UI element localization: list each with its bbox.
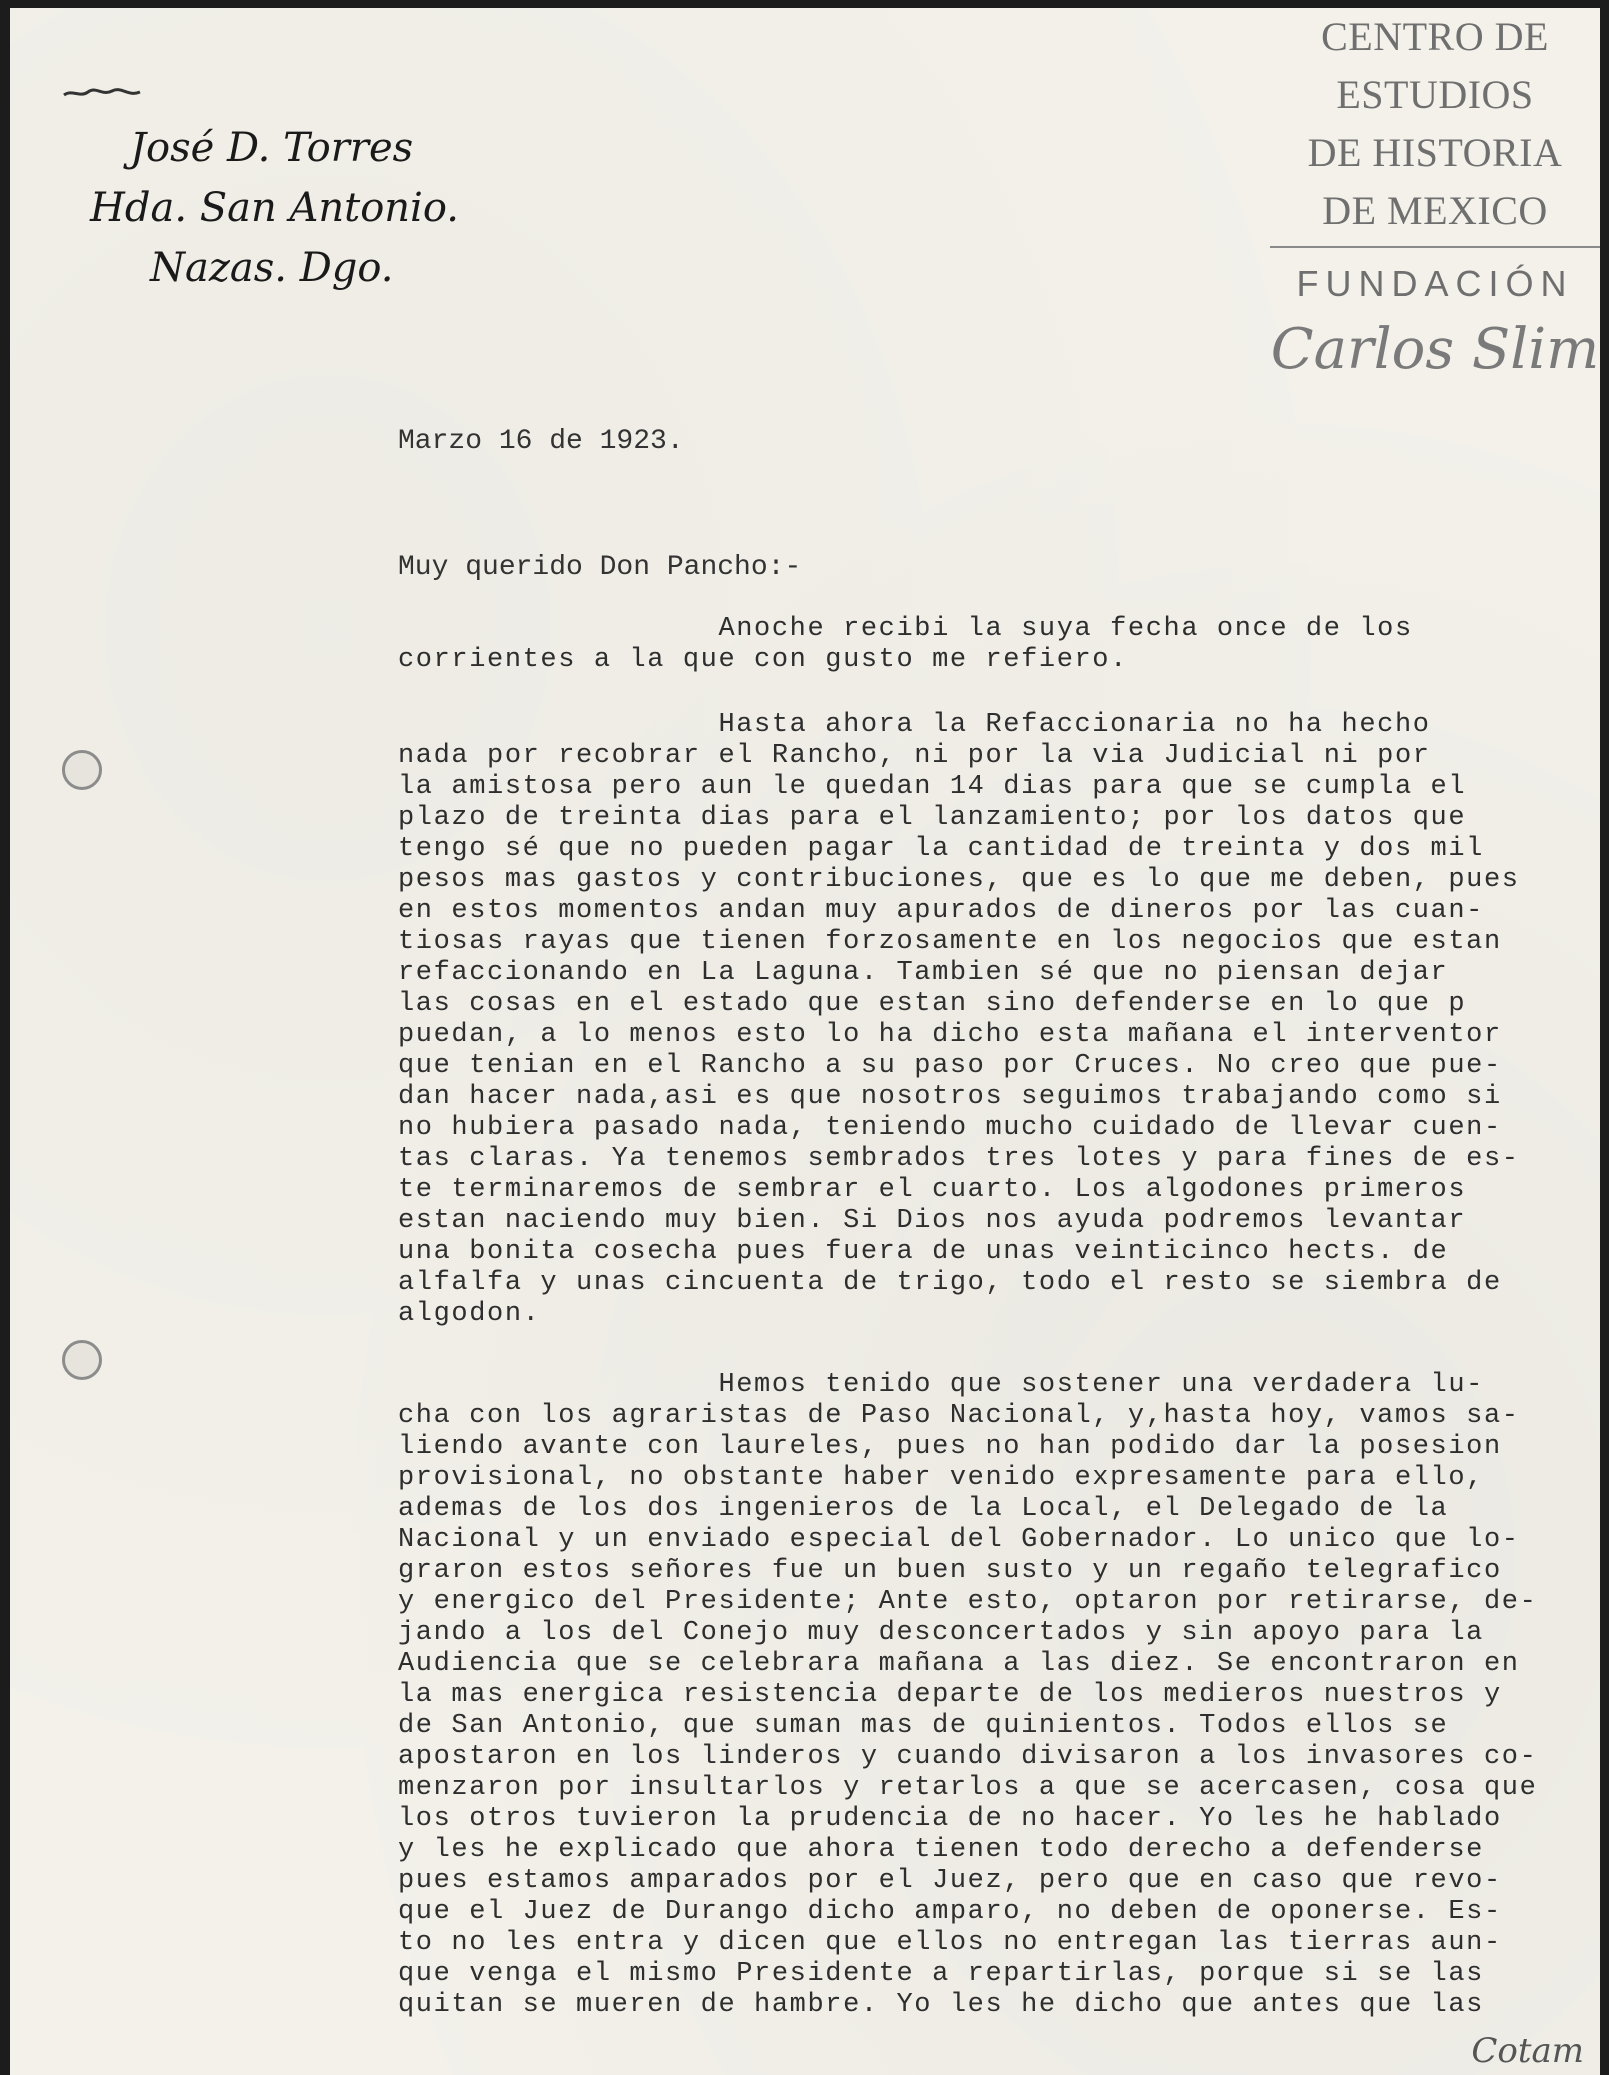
text-line: apostaron en los linderos y cuando divisaron a los invasores co-	[398, 1742, 1538, 1772]
text-line: tiosas rayas que tienen forzosamente en los negocios que estan	[398, 927, 1502, 957]
letter-page	[10, 8, 1600, 2075]
letterhead	[90, 118, 610, 298]
archive-watermark	[1270, 8, 1600, 390]
text-line: liendo avante con laureles, pues no han podido dar la posesion	[398, 1432, 1502, 1462]
punch-hole	[62, 1340, 102, 1380]
text-line: tengo sé que no pueden pagar la cantidad de treinta y dos mil	[398, 834, 1484, 864]
letter-salutation: Muy querido Don Pancho:-	[398, 552, 802, 583]
watermark-divider	[1270, 246, 1600, 248]
paragraph-3	[398, 1370, 1593, 2021]
text-line: no hubiera pasado nada, teniendo mucho cuidado de llevar cuen-	[398, 1113, 1502, 1143]
text-line: nada por recobrar el Rancho, ni por la via Judicial ni por	[398, 741, 1431, 771]
text-line: plazo de treinta dias para el lanzamiento; por los datos que	[398, 803, 1467, 833]
text-line: graron estos señores fue un buen susto y un regaño telegrafico	[398, 1556, 1502, 1586]
letter-date: Marzo 16 de 1923.	[398, 426, 684, 457]
text-line: que el Juez de Durango dicho amparo, no deben de oponerse. Es-	[398, 1897, 1502, 1927]
text-line: que tenian en el Rancho a su paso por Cruces. No creo que pue-	[398, 1051, 1502, 1081]
text-line: Hemos tenido que sostener una verdadera lu-	[398, 1370, 1484, 1400]
text-line: Anoche recibi la suya fecha once de los	[398, 614, 1413, 644]
letterhead-city: Nazas. Dgo.	[150, 245, 394, 291]
text-line: la mas energica resistencia departe de los medieros nuestros y	[398, 1680, 1502, 1710]
text-line: tas claras. Ya tenemos sembrados tres lotes y para fines de es-	[398, 1144, 1520, 1174]
text-line: que venga el mismo Presidente a repartirlas, porque si se las	[398, 1959, 1484, 1989]
text-line: dan hacer nada,asi es que nosotros seguimos trabajando como si	[398, 1082, 1502, 1112]
text-line: y energico del Presidente; Ante esto, optaron por retirarse, de-	[398, 1587, 1538, 1617]
text-line: provisional, no obstante haber venido expresamente para ello,	[398, 1463, 1484, 1493]
watermark-line-4: DE MEXICO	[1322, 188, 1548, 233]
text-line: alfalfa y unas cincuenta de trigo, todo el resto se siembra de	[398, 1268, 1502, 1298]
text-line: los otros tuvieron la prudencia de no hacer. Yo les he hablado	[398, 1804, 1502, 1834]
punch-hole	[62, 750, 102, 790]
text-line: cha con los agraristas de Paso Nacional, y,hasta hoy, vamos sa-	[398, 1401, 1520, 1431]
text-line: ademas de los dos ingenieros de la Local, el Delegado de la	[398, 1494, 1449, 1524]
letterhead-name: José D. Torres	[130, 125, 414, 171]
text-line: to no les entra y dicen que ellos no entregan las tierras aun-	[398, 1928, 1502, 1958]
watermark-foundation: FUNDACIÓN	[1296, 263, 1574, 304]
text-line: te terminaremos de sembrar el cuarto. Los algodones primeros	[398, 1175, 1467, 1205]
text-line: quitan se mueren de hambre. Yo les he dicho que antes que las	[398, 1990, 1484, 2020]
watermark-line-3: DE HISTORIA	[1307, 130, 1563, 175]
text-line: y les he explicado que ahora tienen todo derecho a defenderse	[398, 1835, 1484, 1865]
paragraph-1	[398, 614, 1593, 676]
letterhead-hacienda: Hda. San Antonio.	[90, 185, 459, 231]
watermark-line-2: ESTUDIOS	[1336, 72, 1534, 117]
watermark-signature: Carlos Slim	[1270, 317, 1600, 382]
text-line: menzaron por insultarlos y retarlos a que se acercasen, cosa que	[398, 1773, 1538, 1803]
text-line: pues estamos amparados por el Juez, pero que en caso que revo-	[398, 1866, 1502, 1896]
text-line: corrientes a la que con gusto me refiero.	[398, 645, 1128, 675]
text-line: refaccionando en La Laguna. Tambien sé que no piensan dejar	[398, 958, 1449, 988]
text-line: pesos mas gastos y contribuciones, que es lo que me deben, pues	[398, 865, 1520, 895]
corner-handwritten-note: Cotam	[1471, 2031, 1584, 2071]
text-line: jando a los del Conejo muy desconcertados y sin apoyo para la	[398, 1618, 1484, 1648]
text-line: de San Antonio, que suman mas de quinientos. Todos ellos se	[398, 1711, 1449, 1741]
text-line: puedan, a lo menos esto lo ha dicho esta mañana el interventor	[398, 1020, 1502, 1050]
text-line: Hasta ahora la Refaccionaria no ha hecho	[398, 710, 1431, 740]
paragraph-2	[398, 710, 1593, 1330]
text-line: las cosas en el estado que estan sino defenderse en lo que p	[398, 989, 1467, 1019]
text-line: algodon.	[398, 1299, 541, 1329]
watermark-line-1: CENTRO DE	[1321, 14, 1549, 59]
text-line: estan naciendo muy bien. Si Dios nos ayuda podremos levantar	[398, 1206, 1467, 1236]
pen-scribble	[62, 86, 142, 100]
text-line: Audiencia que se celebrara mañana a las diez. Se encontraron en	[398, 1649, 1520, 1679]
text-line: Nacional y un enviado especial del Gobernador. Lo unico que lo-	[398, 1525, 1520, 1555]
text-line: en estos momentos andan muy apurados de dineros por las cuan-	[398, 896, 1484, 926]
text-line: una bonita cosecha pues fuera de unas veinticinco hects. de	[398, 1237, 1449, 1267]
text-line: la amistosa pero aun le quedan 14 dias para que se cumpla el	[398, 772, 1467, 802]
